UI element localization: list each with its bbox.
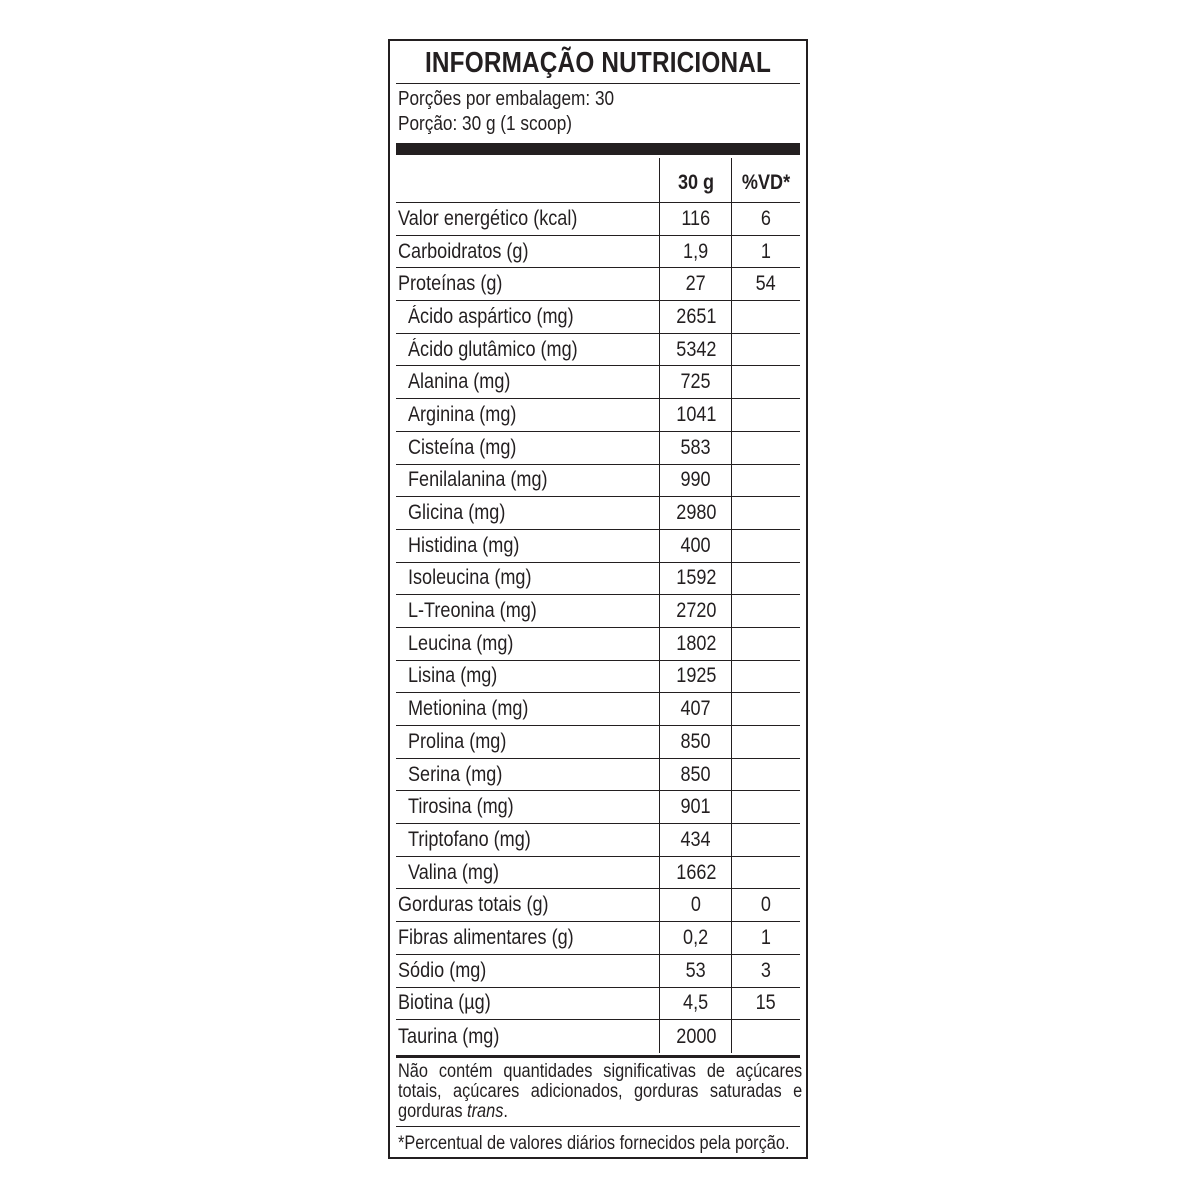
nutrient-name-cell: [408, 857, 668, 889]
nutrient-dv-cell: [731, 530, 800, 562]
table-row: [396, 465, 800, 498]
header-dv-label: %VD*: [741, 171, 791, 194]
nutrient-name: Taurina (mg): [398, 1024, 500, 1048]
nutrient-amount: 901: [680, 795, 712, 819]
nutrient-name-cell: [408, 595, 668, 627]
nutrient-name: Cisteína (mg): [408, 435, 517, 459]
nutrient-name: Ácido glutâmico (mg): [408, 337, 578, 361]
nutrient-table: [396, 158, 800, 1053]
nutrient-amount-cell: [659, 465, 732, 497]
nutrient-amount: 0: [690, 893, 702, 917]
nutrient-amount-cell: [659, 1020, 732, 1053]
nutrient-amount-cell: [659, 399, 732, 431]
nutrient-name-cell: [408, 497, 668, 529]
nutrient-dv-cell: [731, 399, 800, 431]
nutrient-amount: 850: [680, 762, 712, 786]
nutrient-name-cell: [408, 759, 668, 791]
header-dv-cell: [731, 158, 800, 202]
table-row: [396, 857, 800, 890]
nutrient-name: Histidina (mg): [408, 533, 520, 557]
nutrient-amount-cell: [659, 203, 732, 235]
nutrient-amount-cell: [659, 432, 732, 464]
nutrient-name-cell: [408, 563, 668, 595]
nutrient-name-cell: [398, 268, 658, 300]
nutrient-name: Carboidratos (g): [398, 239, 529, 263]
table-header-row: [396, 158, 800, 203]
nutrient-dv-cell: [731, 857, 800, 889]
nutrient-dv-cell: [731, 301, 800, 333]
table-row: [396, 497, 800, 530]
nutrient-amount: 434: [680, 827, 712, 851]
nutrient-dv-cell: [731, 889, 800, 921]
nutrient-amount-cell: [659, 628, 732, 660]
nutrient-dv-cell: [731, 955, 800, 987]
nutrient-note-italic: trans: [467, 1101, 504, 1122]
table-row: [396, 955, 800, 988]
nutrient-name-cell: [408, 432, 668, 464]
nutrient-dv-cell: [731, 791, 800, 823]
nutrient-name-cell: [398, 955, 658, 987]
nutrient-dv: 0: [760, 893, 772, 917]
nutrient-amount-cell: [659, 955, 732, 987]
nutrient-dv-cell: [731, 203, 800, 235]
nutrient-name: Fenilalanina (mg): [408, 468, 548, 492]
nutrient-note: [398, 1062, 802, 1122]
nutrient-amount: 53: [685, 958, 707, 982]
nutrient-amount-cell: [659, 988, 732, 1020]
nutrient-name: Metionina (mg): [408, 697, 529, 721]
nutrient-name: Isoleucina (mg): [408, 566, 532, 590]
table-row: [396, 334, 800, 367]
nutrient-name: Triptofano (mg): [408, 827, 531, 851]
nutrient-name: Sódio (mg): [398, 958, 487, 982]
nutrient-note-end: .: [503, 1101, 508, 1122]
nutrient-amount-cell: [659, 922, 732, 954]
nutrient-name-cell: [408, 791, 668, 823]
nutrient-amount-cell: [659, 791, 732, 823]
nutrient-dv: 3: [760, 958, 772, 982]
nutrient-amount: 725: [680, 370, 712, 394]
nutrient-amount-cell: [659, 661, 732, 693]
table-row: [396, 301, 800, 334]
nutrient-name-cell: [398, 203, 658, 235]
nutrient-amount-cell: [659, 236, 732, 268]
nutrient-name-cell: [398, 236, 658, 268]
nutrient-name-cell: [408, 824, 668, 856]
nutrient-amount-cell: [659, 857, 732, 889]
nutrient-note-text: Não contém quantidades significativas de açúcares totais, açúcares adicionados, gorduras saturadas e gorduras: [398, 1061, 803, 1122]
table-row: [396, 268, 800, 301]
nutrient-dv-cell: [731, 236, 800, 268]
nutrient-amount: 2000: [675, 1024, 717, 1048]
nutrient-amount-cell: [659, 334, 732, 366]
nutrient-name-cell: [408, 399, 668, 431]
header-amount-cell: [659, 158, 732, 202]
nutrient-name: Biotina (µg): [398, 991, 491, 1015]
nutrient-amount: 1802: [675, 631, 717, 655]
nutrient-amount: 400: [680, 533, 712, 557]
nutrient-amount-cell: [659, 301, 732, 333]
nutrient-name: Ácido aspártico (mg): [408, 304, 574, 328]
nutrient-amount: 407: [680, 697, 712, 721]
table-row: [396, 628, 800, 661]
nutrient-name: Alanina (mg): [408, 370, 511, 394]
nutrient-dv: 1: [760, 239, 772, 263]
nutrient-amount: 990: [680, 468, 712, 492]
nutrient-amount-cell: [659, 497, 732, 529]
nutrient-name: Lisina (mg): [408, 664, 498, 688]
serving-size: Porção: 30 g (1 scoop): [398, 113, 573, 135]
nutrient-amount-cell: [659, 268, 732, 300]
nutrient-amount: 2651: [675, 304, 717, 328]
nutrient-name: Valor energético (kcal): [398, 206, 578, 230]
nutrient-amount-cell: [659, 595, 732, 627]
nutrient-name-cell: [398, 889, 658, 921]
nutrient-name-cell: [408, 628, 668, 660]
nutrient-name: Tirosina (mg): [408, 795, 514, 819]
nutrient-name: Prolina (mg): [408, 729, 507, 753]
nutrient-rows: [396, 203, 800, 1053]
nutrient-name: Proteínas (g): [398, 272, 503, 296]
nutrient-amount-cell: [659, 366, 732, 398]
nutrient-name: Leucina (mg): [408, 631, 514, 655]
nutrient-amount: 0,2: [683, 925, 709, 949]
table-row: [396, 661, 800, 694]
nutrient-dv-cell: [731, 1020, 800, 1053]
nutrient-dv-cell: [731, 726, 800, 758]
nutrient-name-cell: [408, 530, 668, 562]
nutrition-facts-label: [388, 39, 808, 1159]
nutrient-name-cell: [398, 1020, 658, 1053]
nutrient-dv-cell: [731, 661, 800, 693]
table-row: [396, 759, 800, 792]
nutrient-dv-cell: [731, 432, 800, 464]
nutrient-dv-cell: [731, 334, 800, 366]
nutrient-name-cell: [408, 661, 668, 693]
nutrient-name-cell: [398, 922, 658, 954]
note-divider: [396, 1126, 800, 1127]
nutrient-amount: 2980: [675, 501, 717, 525]
nutrient-amount: 5342: [675, 337, 717, 361]
table-row: [396, 791, 800, 824]
nutrient-name: L-Treonina (mg): [408, 599, 537, 623]
nutrient-dv-cell: [731, 759, 800, 791]
table-row: [396, 889, 800, 922]
table-row: [396, 726, 800, 759]
nutrient-name: Glicina (mg): [408, 501, 506, 525]
nutrient-amount: 116: [681, 206, 711, 230]
nutrient-amount: 850: [680, 729, 712, 753]
table-row: [396, 399, 800, 432]
nutrient-dv: 54: [755, 272, 777, 296]
nutrient-dv-cell: [731, 595, 800, 627]
thick-divider: [396, 143, 800, 155]
nutrient-name-cell: [408, 366, 668, 398]
nutrient-amount-cell: [659, 563, 732, 595]
nutrient-dv-cell: [731, 497, 800, 529]
nutrient-amount: 1662: [675, 860, 717, 884]
nutrient-dv: 1: [760, 925, 772, 949]
nutrient-dv-cell: [731, 824, 800, 856]
table-row: [396, 922, 800, 955]
table-row: [396, 563, 800, 596]
nutrient-name-cell: [408, 465, 668, 497]
nutrient-amount: 1041: [675, 402, 717, 426]
nutrient-dv-cell: [731, 628, 800, 660]
nutrient-amount: 1,9: [683, 239, 709, 263]
nutrient-name: Arginina (mg): [408, 402, 517, 426]
nutrient-dv-cell: [731, 563, 800, 595]
nutrient-amount-cell: [659, 530, 732, 562]
table-row: [396, 366, 800, 399]
table-row: [396, 530, 800, 563]
nutrient-name: Serina (mg): [408, 762, 503, 786]
table-row: [396, 595, 800, 628]
nutrient-amount-cell: [659, 824, 732, 856]
nutrient-amount-cell: [659, 759, 732, 791]
nutrient-name-cell: [408, 726, 668, 758]
table-row: [396, 824, 800, 857]
nutrient-amount-cell: [659, 889, 732, 921]
table-row: [396, 203, 800, 236]
nutrient-name: Valina (mg): [408, 860, 499, 884]
nutrient-dv-cell: [731, 988, 800, 1020]
table-row: [396, 693, 800, 726]
nutrient-dv: 6: [760, 206, 772, 230]
nutrient-amount: 2720: [675, 599, 717, 623]
nutrient-amount: 27: [685, 272, 707, 296]
nutrient-name: Gorduras totais (g): [398, 893, 549, 917]
header-amount-label: 30 g: [677, 171, 715, 194]
label-title: INFORMAÇÃO NUTRICIONAL: [424, 47, 772, 79]
table-row: [396, 988, 800, 1021]
nutrient-dv-cell: [731, 268, 800, 300]
nutrient-dv-cell: [731, 693, 800, 725]
nutrient-dv-cell: [731, 922, 800, 954]
nutrient-amount-cell: [659, 726, 732, 758]
nutrient-dv: 15: [755, 991, 777, 1015]
nutrient-dv-cell: [731, 465, 800, 497]
nutrient-name-cell: [398, 988, 658, 1020]
table-row: [396, 432, 800, 465]
nutrient-amount: 1592: [675, 566, 717, 590]
dv-footnote: *Percentual de valores diários fornecidos pela porção.: [398, 1133, 790, 1154]
servings-per-package: Porções por embalagem: 30: [398, 88, 615, 110]
nutrient-amount: 583: [680, 435, 712, 459]
footer-divider: [396, 1055, 800, 1058]
nutrient-name-cell: [408, 301, 668, 333]
title-divider: [396, 83, 800, 84]
table-row: [396, 236, 800, 269]
nutrient-amount: 4,5: [683, 991, 709, 1015]
nutrient-name: Fibras alimentares (g): [398, 925, 574, 949]
nutrient-name-cell: [408, 693, 668, 725]
nutrient-amount-cell: [659, 693, 732, 725]
header-blank-cell: [398, 158, 658, 202]
nutrient-amount: 1925: [675, 664, 717, 688]
table-row: [396, 1020, 800, 1053]
nutrient-dv-cell: [731, 366, 800, 398]
nutrient-name-cell: [408, 334, 668, 366]
